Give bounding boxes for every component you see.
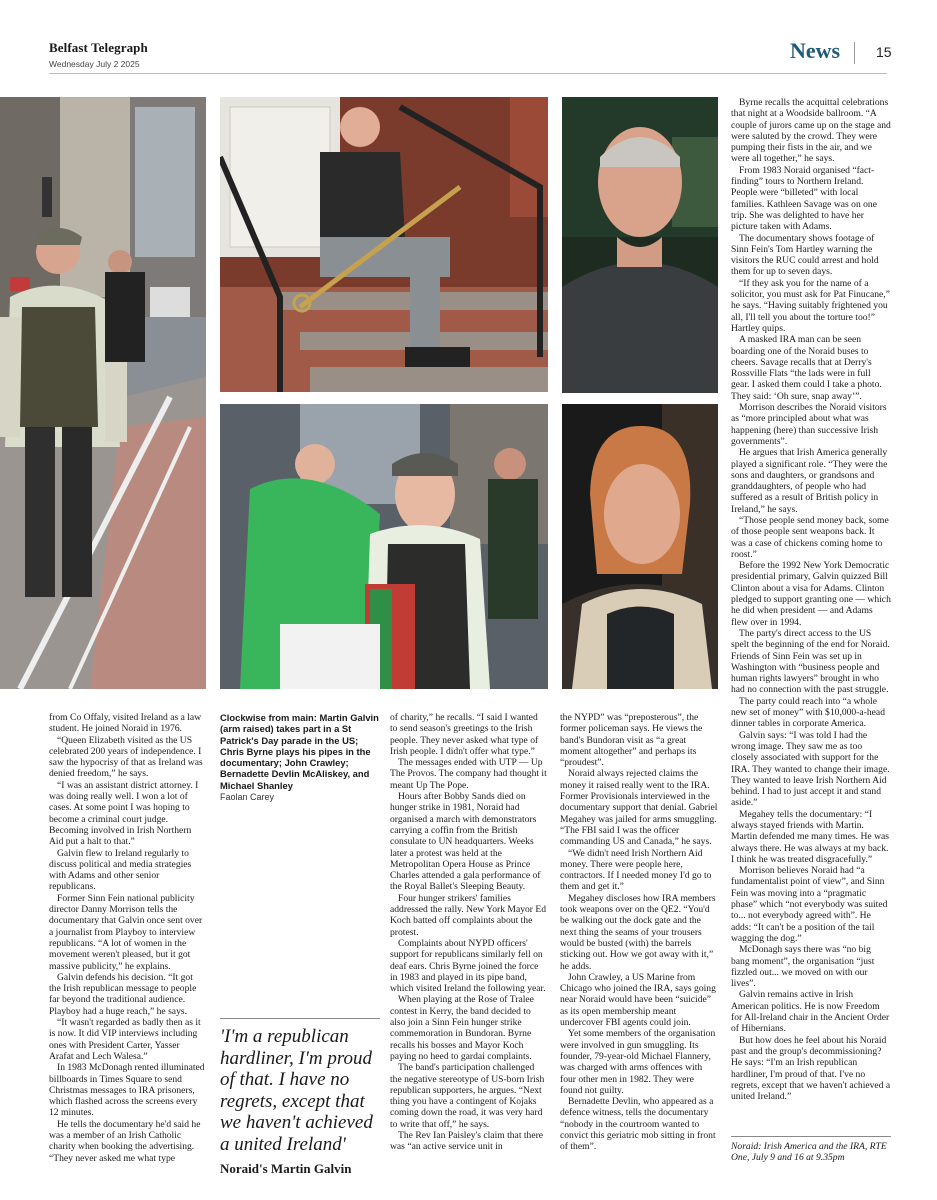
newspaper-name: Belfast Telegraph (49, 40, 148, 55)
pull-quote-text: 'I'm a republican hardliner, I'm proud of that. I have no regrets, except that we haven't achieved a united Ireland' (220, 1026, 373, 1155)
paragraph: The party could reach into “a whole new set of money” with $10,000-a-head dinner tables in corporate America. (731, 695, 885, 730)
portrait-photo (562, 404, 718, 689)
paragraph: A masked IRA man can be seen boarding one of the Noraid buses to cheers. Savage recalls that at Derry's Rossville Flats “the lads were in full gear. I asked them could I take a photo. They said: ‘Oh sure, snap away’”. (731, 334, 882, 402)
masthead (49, 40, 148, 69)
tagline-text: Noraid: Irish America and the IRA, RTE One, July 9 and 16 at 9.35pm (731, 1141, 887, 1164)
broadcast-tagline (731, 1136, 891, 1164)
article-column-3 (390, 712, 547, 1153)
article-column-1 (49, 712, 206, 1164)
paragraph: Noraid always rejected claims the money it raised really went to the IRA. Former Provisionals interviewed in the documentary support that denial. Gabriel Megahey was jailed for arms smuggling. “The FBI said I was the officer commanding US and Canada,” he says. (560, 768, 718, 848)
paragraph: “Those people send money back, some of those people sent weapons back. It was a case of chickens coming home to roost.” (731, 514, 889, 560)
tagline-rule (731, 1136, 891, 1137)
paragraph: the NYPD” was “preposterous”, the former policeman says. He views the band's Bundoran visit as “a great moment altogether” and perhaps its “proudest”. (560, 712, 703, 769)
page-number: 15 (876, 44, 892, 60)
paragraph: Four hunger strikers' families addressed the rally. New York Mayor Ed Koch batted off complaints about the protest. (390, 892, 547, 938)
paragraph: The Rev Ian Paisley's claim that there was “an active service unit in (390, 1129, 544, 1153)
paragraph: from Co Offaly, visited Ireland as a law student. He joined Noraid in 1976. (49, 712, 202, 735)
paragraph: Megahey discloses how IRA members took weapons over on the QE2. “You'd be walking out the dock gate and the next thing the seams of your trousers would be busted (with) the barrels sticking out. How we got away with it,” he adds. (560, 892, 716, 972)
paragraph: When playing at the Rose of Tralee contest in Kerry, the band decided to also join a Sinn Fein hunger strike commemoration in Bundoran. Byrne recalls his bosses and Mayor Koch paying no heed to gardai complaints. (390, 994, 534, 1062)
paragraph: Complaints about NYPD officers' support for republicans similarly fell on deaf ears. Chris Byrne joined the force in 1983 and played in its pipe band, which visited Ireland the following year. (390, 937, 546, 995)
paragraph: The band's participation challenged the negative stereotype of US-born Irish republican supporters, he argues. “Next thing you have a contingent of Kojaks coming down the road, it was very hard to write that off,” he says. (390, 1062, 545, 1130)
paragraph: Before the 1992 New York Democratic presidential primary, Galvin quizzed Bill Clinton about a visa for Adams. Clinton pledged to support granting one — which he did when president — and Adams flew over in 1994. (731, 560, 891, 628)
photo-caption (220, 712, 380, 803)
parade-photo (0, 97, 206, 689)
caption-text: Clockwise from main: Martin Galvin (arm raised) takes part in a St Patrick's Day parade in the US; Chris Byrne plays his pipes in the documentary; John Crawley; Bernadette Devlin McAliskey, and Michael Shanley (220, 712, 379, 791)
section-divider (854, 42, 855, 64)
piper-photo (220, 97, 548, 392)
paragraph: Megahey tells the documentary: “I always stayed friends with Martin. Martin defended me many times. He was always there. He was always at my back. I think he was treated disgracefully.” (731, 808, 889, 865)
pull-quote-attribution: Noraid's Martin Galvin (220, 1161, 352, 1176)
paragraph: He tells the documentary he'd said he was a member of an Irish Catholic charity when booking the advertising. “They never asked me what type (49, 1118, 201, 1164)
paragraph: Byrne recalls the acquittal celebrations that night at a Woodside ballroom. “A couple of jurors came up on the stage and were saluted by the crowd. They were pumping their fists in the air, and we were all together,” he says. (731, 97, 891, 165)
paragraph: John Crawley, a US Marine from Chicago who joined the IRA, says going near Noraid would have been “suicide” as its open membership meant undercover FBI agents could join. (560, 971, 716, 1029)
paragraph: Galvin flew to Ireland regularly to discuss political and media strategies with Adams and other senior republicans. (49, 847, 192, 893)
paragraph: McDonagh says there was “no big bang moment”, the organisation “just fizzled out... we moved on with our lives”. (731, 944, 875, 990)
section-title: News (790, 38, 841, 63)
paragraph: Morrison describes the Noraid visitors as “more principled about what was happening (here) than successive Irish governments”. (731, 402, 887, 447)
paragraph: But how does he feel about his Noraid past and the group's decommissioning? He says: “I'm an Irish republican hardliner, I'm proud of that. I've no regrets, except that we haven't achieved a united Ireland.” (731, 1034, 891, 1103)
portrait-photo (562, 97, 718, 393)
article-column-4 (560, 712, 718, 1153)
paragraph: Hours after Bobby Sands died on hunger strike in 1981, Noraid had organised a march with demonstrators carrying a coffin from the British consulate to UN headquarters. Weeks later a protest was held at the Metropolitan Opera House as Prince Charles attended a gala performance of the Royal Ballet's Sleeping Beauty. (390, 791, 541, 893)
paragraph: Yet some members of the organisation were involved in gun smuggling. Its founder, 79-year-old Michael Flannery, was charged with arms offences with four other men in 1982. They were found not guilty. (560, 1028, 716, 1096)
paragraph: From 1983 Noraid organised “fact-finding” tours to Northern Ireland. People were “billeted” with local families. Kathleen Savage was on one trip. She was delighted to have her picture taken with Adams. (731, 164, 877, 233)
paragraph: “Queen Elizabeth visited as the US celebrated 200 years of independence. I saw the hypocrisy of that as Ireland was denied freedom,” he says. (49, 734, 203, 780)
pull-quote (220, 1018, 380, 1177)
issue-date: Wednesday July 2 2025 (49, 59, 140, 69)
paragraph: of charity,” he recalls. “I said I wanted to send season's greetings to the Irish people. They never asked what type of Irish people. I didn't offer what type.” (390, 712, 539, 757)
paragraph: “We didn't need Irish Northern Aid money. There were people here, contractors. If I needed money I'd go to them and get it.” (560, 847, 712, 893)
paragraph: The messages ended with UTP — Up The Provos. The company had thought it meant Up The Pope. (390, 757, 547, 791)
paragraph: He argues that Irish America generally played a significant role. “They were the sons and daughters, or grandsons and granddaughters, of people who had suffered as a result of British policy in Ireland,” he says. (731, 447, 888, 515)
paragraph: The documentary shows footage of Sinn Fein's Tom Hartley warning the visitors the RUC could arrest and hold them for up to seven days. (731, 232, 879, 278)
pull-quote-rule (220, 1018, 380, 1019)
photo-credit: Faolan Carey (220, 792, 275, 803)
paragraph: “It wasn't regarded as badly then as it is now. It did VIP interviews including ones with President Carter, Yasser Arafat and Lech Walesa.” (49, 1017, 201, 1062)
paragraph: Bernadette Devlin, who appeared as a defence witness, tells the documentary “nobody in the courtroom wanted to convict this geriatric mob sitting in front of them”. (560, 1096, 716, 1153)
paragraph: “I was an assistant district attorney. I was doing really well. I won a lot of cases. At some point I was hoping to become a criminal court judge. Becoming involved in Irish Northern Aid put a halt to that.” (49, 779, 199, 848)
paragraph: Galvin remains active in Irish American politics. He is now Freedom for All-Ireland chair in the Ancient Order of Hibernians. (731, 989, 890, 1035)
paragraph: The party's direct access to the US spelt the beginning of the end for Noraid. Friends of Sinn Fein was set up in Washington with “business people and human rights lawyers” brought in who had no connection with the past struggle. (731, 627, 890, 696)
parade-closeup-photo (220, 404, 548, 689)
paragraph: Galvin defends his decision. “It got the Irish republican message to people far beyond the traditional audience. Playboy had a huge reach,” he says. (49, 971, 197, 1017)
paragraph: Morrison believes Noraid had “a fundamentalist point of view”, and Sinn Fein was moving into a “pragmatic phase” which “not everybody was suited to... not everybody agreed with”. He adds: “It can't be a position of the tail wagging the dog.” (731, 865, 888, 944)
header-rule (49, 73, 887, 74)
paragraph: “If they ask you for the name of a solicitor, you must ask for Pat Finucane,” he says. “Having suitably frightened you all, I'll tell you about the torture too!” Hartley quips. (731, 277, 890, 334)
article-column-5 (731, 97, 891, 1102)
paragraph: Former Sinn Fein national publicity director Danny Morrison tells the documentary that Galvin once sent over a journalist from Playboy to interview republicans. “A lot of women in the movement weren't pleased, but it got massive publicity,” he explains. (49, 892, 203, 972)
paragraph: Galvin says: “I was told I had the wrong image. They saw me as too closely associated with support for the IRA. They wanted to change their image. They wanted to leave Irish Northern Aid behind. I had to just accept it and stand aside.” (731, 729, 890, 809)
paragraph: In 1983 McDonagh rented illuminated billboards in Times Square to send Christmas messages to IRA prisoners, which flashed across the screens every 12 minutes. (49, 1062, 205, 1119)
